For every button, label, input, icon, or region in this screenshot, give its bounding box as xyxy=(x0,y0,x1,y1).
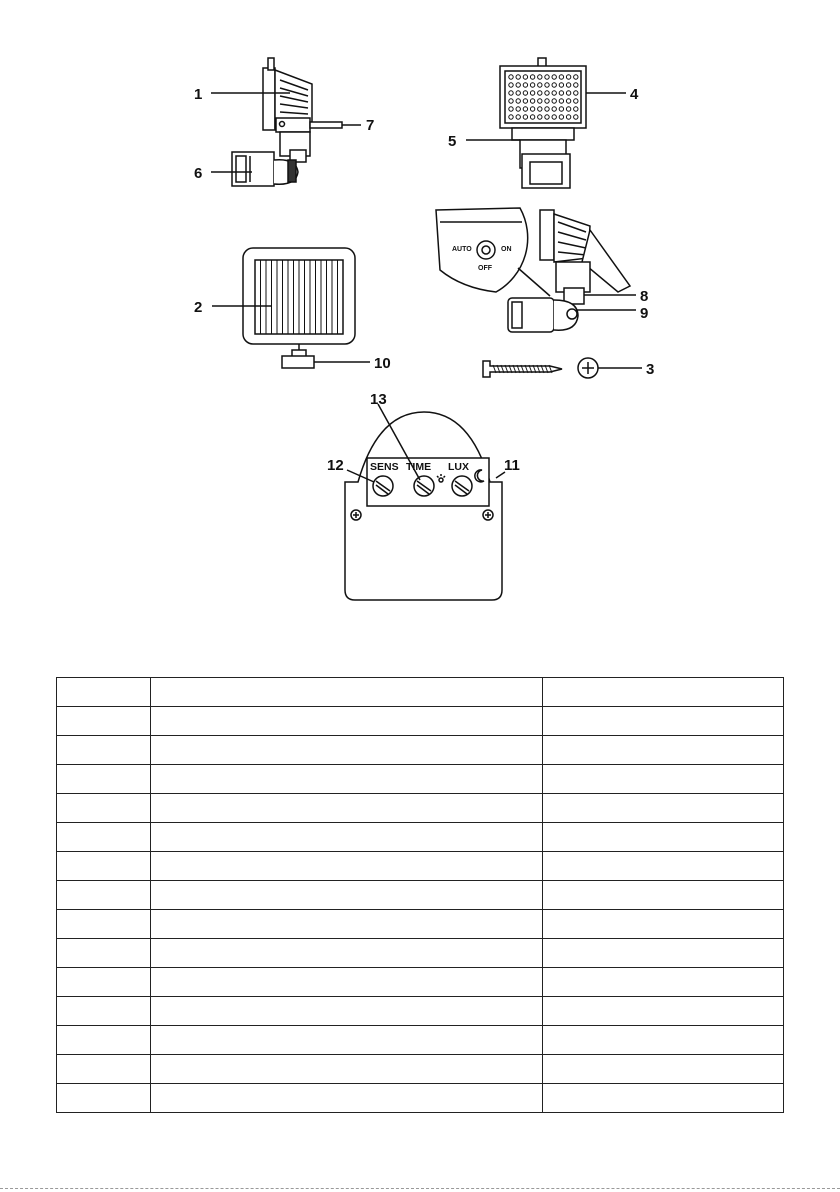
table-row xyxy=(57,881,784,910)
table-cell xyxy=(57,1084,151,1113)
callout-13: 13 xyxy=(370,391,387,408)
screw-and-plug xyxy=(483,358,598,378)
callout-8: 8 xyxy=(640,288,649,305)
callout-6: 6 xyxy=(194,165,203,182)
table-row xyxy=(57,678,784,707)
callout-5: 5 xyxy=(448,133,457,150)
table-cell xyxy=(543,1026,784,1055)
table-cell xyxy=(543,736,784,765)
table-row xyxy=(57,765,784,794)
dial-label-lux: LUX xyxy=(448,461,469,473)
callout-12: 12 xyxy=(327,457,344,474)
table-cell xyxy=(543,823,784,852)
table-row xyxy=(57,1055,784,1084)
table-cell xyxy=(543,678,784,707)
table-cell xyxy=(151,1055,543,1084)
table-cell xyxy=(57,823,151,852)
dial-label-sens: SENS xyxy=(370,461,399,473)
lux-dial[interactable] xyxy=(452,476,472,496)
table-row xyxy=(57,1026,784,1055)
callout-9: 9 xyxy=(640,305,649,322)
table-cell xyxy=(57,794,151,823)
table-cell xyxy=(57,1026,151,1055)
table-cell xyxy=(57,1055,151,1084)
table-cell xyxy=(543,939,784,968)
callout-4: 4 xyxy=(630,86,639,103)
table-cell xyxy=(543,997,784,1026)
table-row xyxy=(57,707,784,736)
table-cell xyxy=(543,707,784,736)
table-cell xyxy=(151,823,543,852)
table-cell xyxy=(543,910,784,939)
table-cell xyxy=(543,1055,784,1084)
switch-label-on: ON xyxy=(501,246,512,253)
table-row xyxy=(57,852,784,881)
table-cell xyxy=(151,678,543,707)
table-cell xyxy=(151,765,543,794)
table-row xyxy=(57,736,784,765)
callout-10: 10 xyxy=(374,355,391,372)
table-cell xyxy=(151,968,543,997)
table-cell xyxy=(57,939,151,968)
table-cell xyxy=(543,881,784,910)
table-cell xyxy=(151,1084,543,1113)
table-row xyxy=(57,910,784,939)
table-row xyxy=(57,823,784,852)
lamp-front-view xyxy=(500,58,586,188)
sensor-box xyxy=(345,412,502,600)
table-cell xyxy=(57,736,151,765)
table-cell xyxy=(151,852,543,881)
callout-11: 11 xyxy=(504,457,520,474)
table-cell xyxy=(543,852,784,881)
table-row xyxy=(57,968,784,997)
table-cell xyxy=(151,736,543,765)
lamp-side-view xyxy=(232,58,342,186)
table-cell xyxy=(57,881,151,910)
table-cell xyxy=(543,765,784,794)
table-cell xyxy=(57,910,151,939)
callout-1: 1 xyxy=(194,86,203,103)
page-bottom-rule xyxy=(0,1188,840,1189)
table-cell xyxy=(151,794,543,823)
dial-label-time: TIME xyxy=(406,461,432,473)
table-cell xyxy=(151,997,543,1026)
table-cell xyxy=(543,794,784,823)
mounting-detail xyxy=(436,208,630,332)
table-cell xyxy=(151,939,543,968)
table-cell xyxy=(57,968,151,997)
table-cell xyxy=(151,910,543,939)
time-dial[interactable] xyxy=(414,476,434,496)
sens-dial[interactable] xyxy=(373,476,393,496)
table-row xyxy=(57,1084,784,1113)
table-cell xyxy=(57,678,151,707)
table-cell xyxy=(57,765,151,794)
solar-panel xyxy=(243,248,355,368)
table-row xyxy=(57,997,784,1026)
table-cell xyxy=(151,1026,543,1055)
table-cell xyxy=(151,881,543,910)
table-cell xyxy=(57,997,151,1026)
callout-2: 2 xyxy=(194,299,203,316)
table-row xyxy=(57,794,784,823)
table-cell xyxy=(57,707,151,736)
table-cell xyxy=(57,852,151,881)
table-cell xyxy=(151,707,543,736)
table-cell xyxy=(543,1084,784,1113)
switch-label-auto: AUTO xyxy=(452,246,472,253)
parts-table xyxy=(56,677,784,1113)
callout-3: 3 xyxy=(646,361,655,378)
callout-7: 7 xyxy=(366,117,375,134)
table-row xyxy=(57,939,784,968)
table-cell xyxy=(543,968,784,997)
switch-label-off: OFF xyxy=(478,265,492,272)
